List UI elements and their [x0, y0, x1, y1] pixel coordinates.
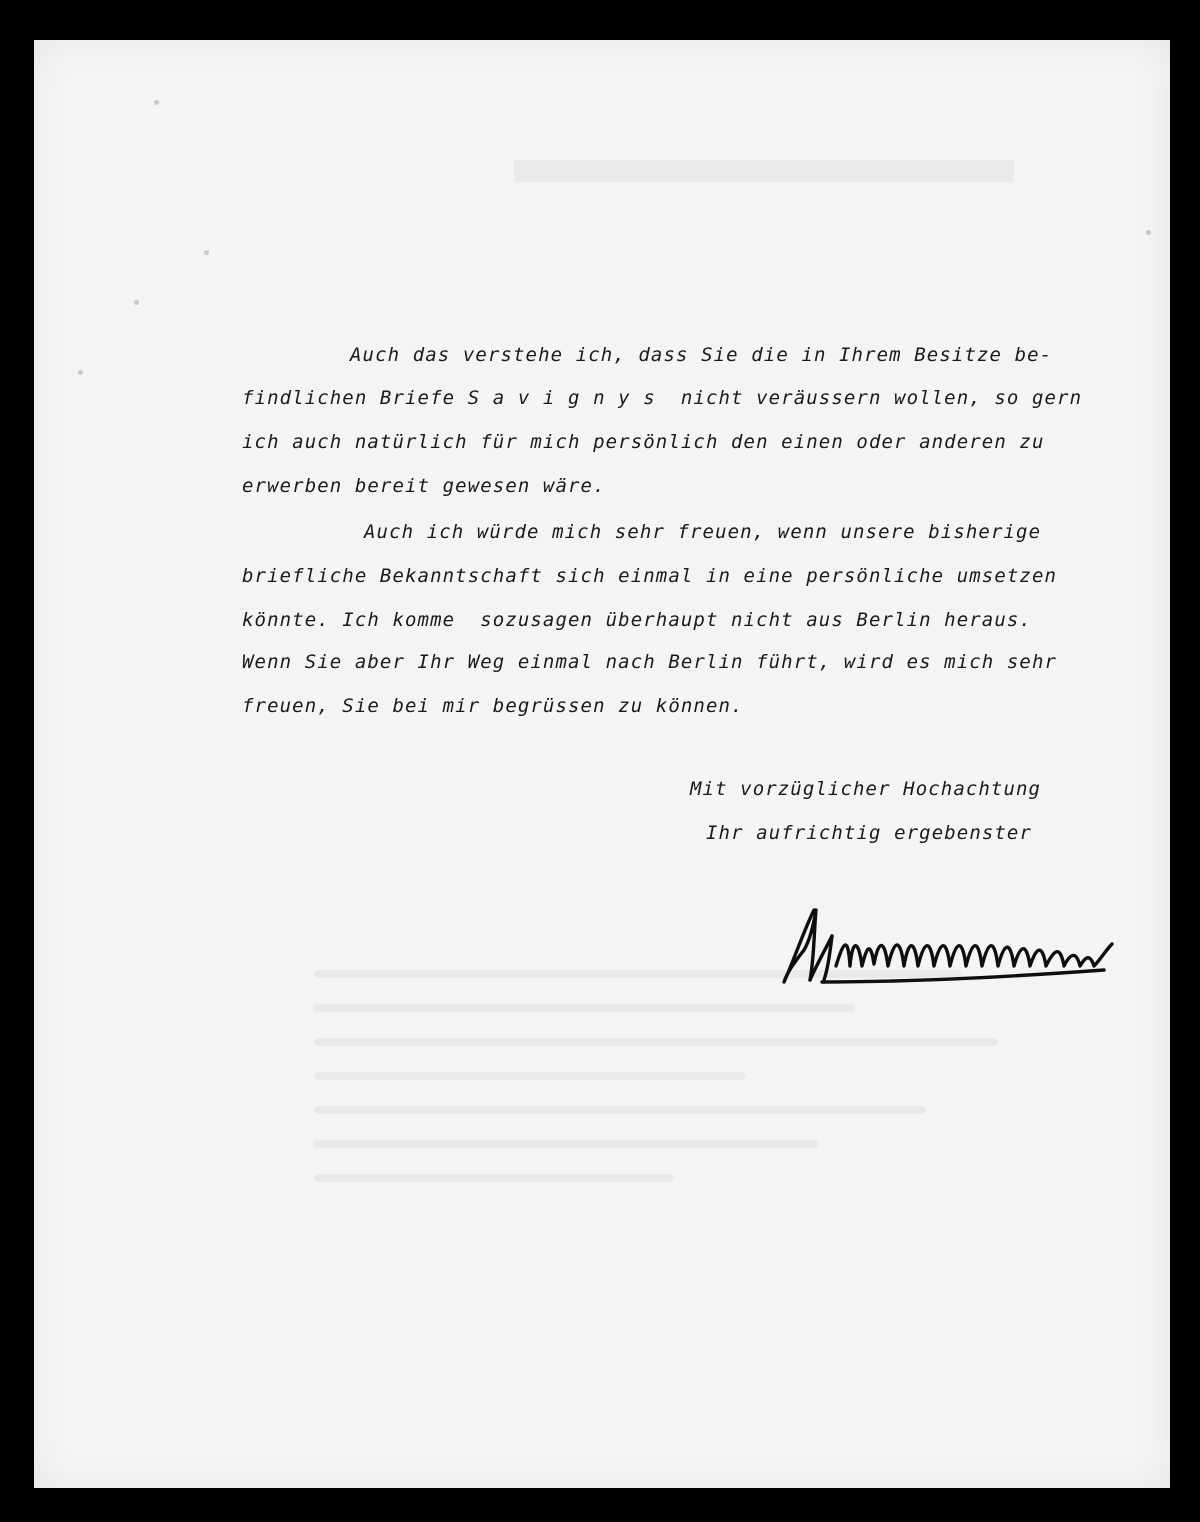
- paragraph-2-line-3: könnte. Ich komme sozusagen überhaupt nicht aus Berlin heraus.: [242, 609, 1032, 631]
- paragraph-1-line-3: ich auch natürlich für mich persönlich den einen oder anderen zu: [242, 431, 1045, 453]
- scan-speck: [204, 250, 209, 255]
- paragraph-1-line-4: erwerben bereit gewesen wäre.: [242, 475, 606, 497]
- paragraph-1-line-1: Auch das verstehe ich, dass Sie die in Ihrem Besitze be-: [350, 344, 1053, 366]
- paragraph-2-line-2: briefliche Bekanntschaft sich einmal in eine persönliche umsetzen: [242, 565, 1058, 587]
- closing-valediction: Ihr aufrichtig ergebenster: [706, 822, 1033, 844]
- scan-speck: [134, 300, 139, 305]
- paragraph-2-line-4: Wenn Sie aber Ihr Weg einmal nach Berlin führt, wird es mich sehr: [242, 651, 1058, 673]
- paragraph-2-line-5: freuen, Sie bei mir begrüssen zu können.: [242, 695, 744, 717]
- letterhead-ghost: [514, 140, 1014, 200]
- letter-sheet: [34, 40, 1170, 1488]
- bleed-through: [314, 970, 1034, 1270]
- paragraph-1-line-2: findlichen Briefe S a v i g n y s nicht veräussern wollen, so gern: [242, 387, 1083, 409]
- scan-speck: [1146, 230, 1151, 235]
- paragraph-2-line-1: Auch ich würde mich sehr freuen, wenn unsere bisherige: [364, 521, 1042, 543]
- handwritten-signature: [774, 870, 1134, 1010]
- closing-salutation: Mit vorzüglicher Hochachtung: [690, 778, 1042, 800]
- scan-speck: [154, 100, 159, 105]
- scan-speck: [78, 370, 83, 375]
